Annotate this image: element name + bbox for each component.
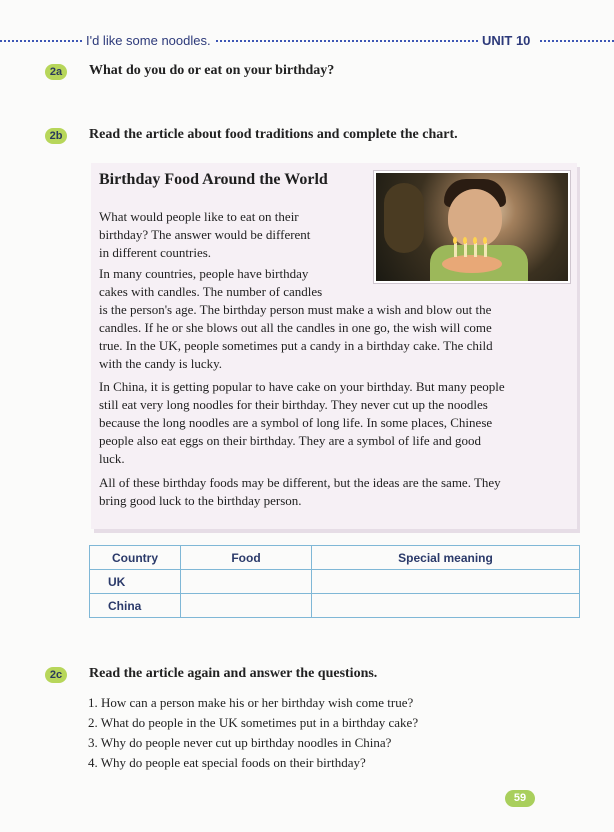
list-item: 4. Why do people eat special foods on their birthday?: [88, 755, 366, 770]
unit-label: UNIT 10: [482, 33, 531, 48]
chart-cell-country: UK: [90, 570, 181, 594]
chart-cell-country: China: [90, 594, 181, 618]
section-badge-2b: 2b: [45, 128, 67, 144]
article-card: [91, 163, 577, 529]
section-badge-2c: 2c: [45, 667, 67, 683]
section-badge-2a: 2a: [45, 64, 67, 80]
list-item: 1. How can a person make his or her birthday wish come true?: [88, 695, 414, 710]
instruction-2a: What do you do or eat on your birthday?: [89, 63, 335, 78]
header-dots-right: [540, 40, 614, 42]
chart-header-row: [90, 546, 580, 570]
chart-cell-food[interactable]: [181, 570, 312, 594]
instruction-2c: Read the article again and answer the questions.: [89, 666, 378, 681]
paragraph-china: In China, it is getting popular to have cake on your birthday. But many people still eat very long noodles for their birthday. They never cut up the noodles because the long noodles are a symbol of long life. In some places, Chinese people also eat eggs on their birthday. They are a symbol of life and good luck.: [99, 379, 505, 466]
chart-header-food: Food: [181, 546, 312, 570]
header-dots-middle: [216, 40, 478, 42]
chart-cell-meaning[interactable]: [312, 570, 580, 594]
list-item: 3. Why do people never cut up birthday noodles in China?: [88, 735, 392, 750]
paragraph-cakes: In many countries, people have birthday cakes with candles. The number of candles is the person's age. The birthday person must make a wish and blow out the candles. If he or she blows out all the candles in one go, the wish will come true. In the UK, people sometimes put a candy in a birthday cake. The child with the candy is lucky.: [99, 266, 493, 371]
chart-cell-meaning[interactable]: [312, 594, 580, 618]
chart-header-meaning: Special meaning: [312, 546, 580, 570]
page-header: [0, 33, 614, 49]
page-number: 59: [505, 790, 535, 807]
table-row: [90, 594, 580, 618]
article-title: Birthday Food Around the World: [99, 171, 328, 188]
table-row: [90, 570, 580, 594]
chart-header-country: Country: [90, 546, 181, 570]
lesson-title: I'd like some noodles.: [86, 33, 211, 48]
instruction-2b: Read the article about food traditions and complete the chart.: [89, 127, 458, 142]
food-traditions-chart: [89, 545, 580, 618]
question-list: [88, 693, 418, 773]
header-dots-left: [0, 40, 82, 42]
paragraph-conclusion: All of these birthday foods may be different, but the ideas are the same. They bring good luck to the birthday person.: [99, 475, 501, 508]
paragraph-intro: What would people like to eat on their birthday? The answer would be different in different countries.: [99, 209, 311, 260]
list-item: 2. What do people in the UK sometimes put in a birthday cake?: [88, 715, 419, 730]
chart-cell-food[interactable]: [181, 594, 312, 618]
